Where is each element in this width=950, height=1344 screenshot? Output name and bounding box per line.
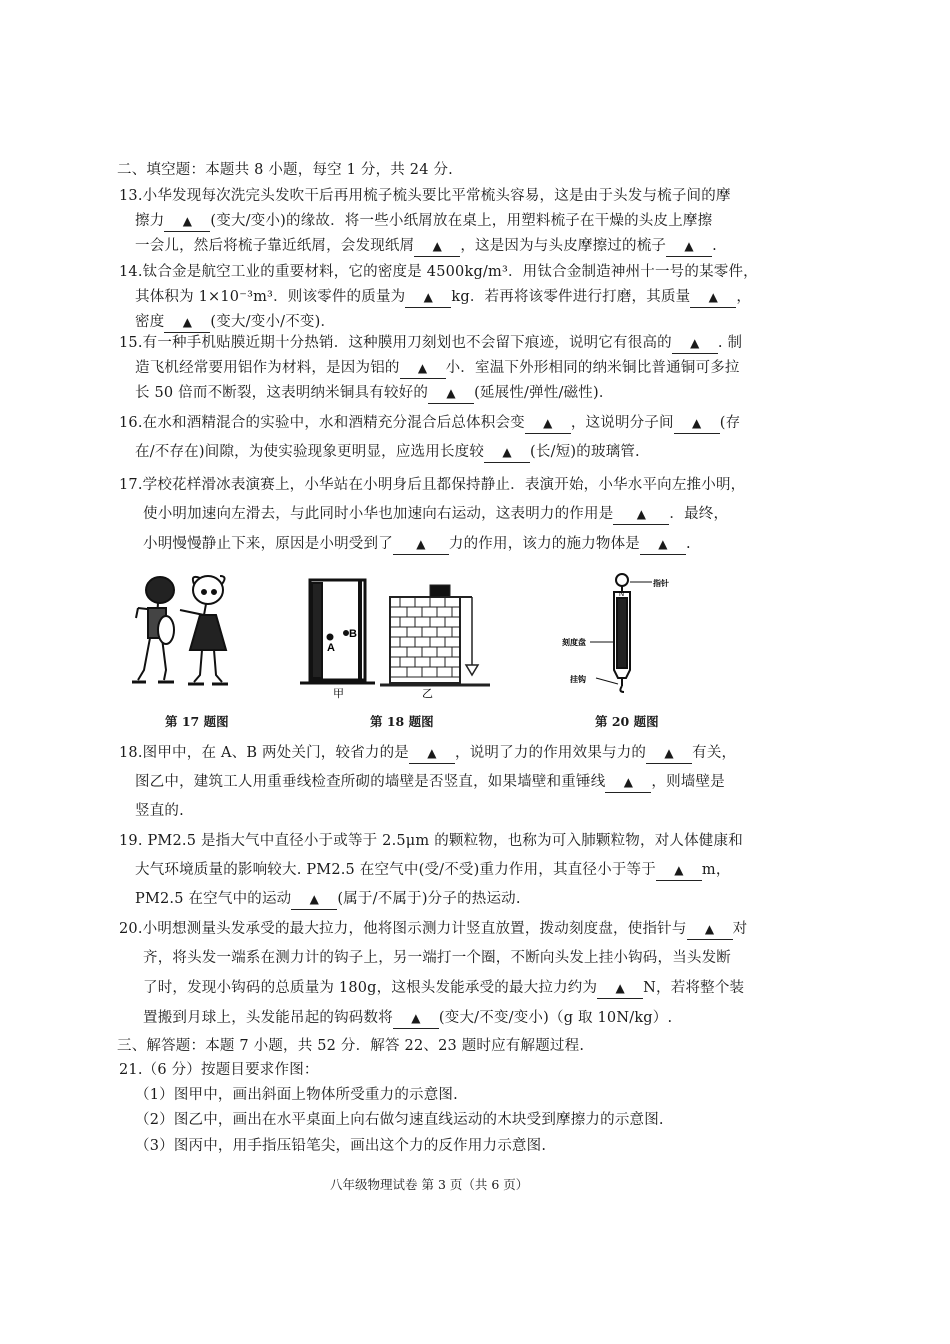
q13-line-1: 13.小华发现每次洗完头发吹干后再用梳子梳头要比平常梳头容易，这是由于头发与梳子间的摩 (119, 188, 731, 204)
q21-title: 21.（6 分）按题目要求作图： (119, 1062, 319, 1078)
q17-line-1: 17.学校花样滑冰表演赛上，小华站在小明身后且都保持静止．表演开始，小华水平向左推小明， (119, 477, 746, 493)
answer-blank[interactable]: ▲ (656, 860, 702, 881)
section-2-heading: 二、填空题：本题共 8 小题，每空 1 分，共 24 分. (117, 162, 453, 178)
figure-17-skaters (130, 570, 260, 695)
answer-blank[interactable]: ▲ (164, 211, 210, 232)
brick-wall (380, 585, 490, 685)
q21-sub-1: （1）图甲中，画出斜面上物体所受重力的示意图. (135, 1087, 458, 1103)
label-b: B (349, 628, 357, 640)
answer-blank[interactable]: ▲ (428, 383, 474, 404)
answer-blank[interactable]: ▲ (597, 978, 643, 999)
answer-blank[interactable]: ▲ (613, 504, 669, 525)
q20-line-4: 置搬到月球上，头发能吊起的钩码数将 ▲ (变大/不变/变小)（g 取 10N/kg）. (143, 1008, 672, 1029)
q19-line-2: 大气环境质量的影响较大. PM2.5 在空气中(受/不受)重力作用，其直径小于等于 ▲ m， (135, 860, 731, 881)
door-diagram (300, 580, 375, 683)
q13-line-2: 擦力 ▲ (变大/变小)的缘故．将一些小纸屑放在桌上，用塑料梳子在干燥的头皮上摩擦 (135, 211, 712, 232)
q15-line-1: 15.有一种手机贴膜近期十分热销．这种膜用刀刻划也不会留下痕迹，说明它有很高的 ▲ . 制 (119, 333, 742, 354)
label-scale: 刻度盘 (562, 638, 586, 647)
label-pointer: 指针 (653, 579, 669, 588)
q21-sub-3: （3）图丙中，用手指压铅笔尖，画出这个力的反作用力示意图. (135, 1138, 547, 1154)
q16-line-1: 16.在水和酒精混合的实验中，水和酒精充分混合后总体积会变 ▲ ，这说明分子间 ▲ (存 (119, 413, 740, 434)
answer-blank[interactable]: ▲ (400, 358, 446, 379)
q19-line-1: 19. PM2.5 是指大气中直径小于或等于 2.5μm 的颗粒物，也称为可入肺颗粒物，对人体健康和 (119, 833, 743, 849)
q19-line-3: PM2.5 在空气中的运动 ▲ (属于/不属于)分子的热运动. (135, 889, 521, 910)
label-hook: 挂钩 (570, 675, 586, 684)
q15-line-2: 造飞机经常要用铝作为材料，是因为铝的 ▲ 小．室温下外形相同的纳米铜比普通铜可多拉 (135, 358, 740, 379)
answer-blank[interactable]: ▲ (414, 236, 460, 257)
label-jia: 甲 (333, 688, 344, 700)
answer-blank[interactable]: ▲ (672, 333, 718, 354)
answer-blank[interactable]: ▲ (409, 743, 455, 764)
q17-line-2: 使小明加速向左滑去，与此同时小华也加速向右运动，这表明力的作用是 ▲ ．最终， (143, 504, 728, 525)
answer-blank[interactable]: ▲ (393, 1008, 439, 1029)
section-3-heading: 三、解答题：本题 7 小题，共 52 分．解答 22、23 题时应有解题过程. (117, 1038, 585, 1054)
q14-line-1: 14.钛合金是航空工业的重要材料，它的密度是 4500kg/m³．用钛合金制造神州十一号的某零件， (119, 264, 758, 280)
q14-line-2: 其体积为 1×10⁻³m³．则该零件的质量为 ▲ kg．若再将该零件进行打磨，其质量 ▲ ， (135, 287, 751, 308)
answer-blank[interactable]: ▲ (646, 743, 692, 764)
answer-blank[interactable]: ▲ (674, 413, 720, 434)
answer-blank[interactable]: ▲ (690, 287, 736, 308)
figure-20-spring-balance (560, 570, 680, 695)
q15-line-3: 长 50 倍而不断裂，这表明纳米铜具有较好的 ▲ (延展性/弹性/磁性)． (135, 383, 614, 404)
answer-blank[interactable]: ▲ (525, 413, 571, 434)
q17-line-3: 小明慢慢静止下来，原因是小明受到了 ▲ 力的作用，该力的施力物体是 ▲ . (143, 534, 691, 555)
label-a: A (327, 642, 335, 654)
q21-sub-2: （2）图乙中，画出在水平桌面上向右做匀速直线运动的木块受到摩擦力的示意图. (135, 1112, 664, 1128)
answer-blank[interactable]: ▲ (687, 919, 733, 940)
answer-blank[interactable]: ▲ (640, 534, 686, 555)
q14-line-3: 密度 ▲ (变大/变小/不变)． (135, 312, 335, 333)
caption-figure-18: 第 18 题图 (370, 714, 434, 729)
q20-line-2: 齐，将头发一端系在测力计的钩子上，另一端打一个圈，不断向头发上挂小钩码，当头发断 (143, 950, 731, 966)
q18-line-2: 图乙中，建筑工人用重垂线检查所砌的墙壁是否竖直，如果墙壁和重锤线 ▲ ，则墙壁是 (135, 772, 725, 793)
answer-blank[interactable]: ▲ (484, 442, 530, 463)
girl-figure (180, 576, 228, 684)
caption-figure-20: 第 20 题图 (595, 714, 659, 729)
q18-line-3: 竖直的. (135, 803, 184, 819)
figure-18-door-wall (300, 575, 495, 700)
answer-blank[interactable]: ▲ (291, 889, 337, 910)
label-n: N (619, 591, 625, 598)
q20-line-3: 了时，发现小钩码的总质量为 180g，这根头发能承受的最大拉力约为 ▲ N，若将整个装 (143, 978, 744, 999)
page-footer: 八年级物理试卷 第 3 页（共 6 页） (330, 1177, 529, 1192)
q13-line-3: 一会儿，然后将梳子靠近纸屑，会发现纸屑 ▲ ，这是因为与头皮摩擦过的梳子 ▲ . (135, 236, 717, 257)
answer-blank[interactable]: ▲ (605, 772, 651, 793)
caption-figure-17: 第 17 题图 (165, 714, 229, 729)
q18-line-1: 18.图甲中，在 A、B 两处关门，较省力的是 ▲ ，说明了力的作用效果与力的 ▲ 有关， (119, 743, 736, 764)
q20-line-1: 20.小明想测量头发承受的最大拉力，他将图示测力计竖直放置，拨动刻度盘，使指针与 ▲ 对 (119, 919, 747, 940)
answer-blank[interactable]: ▲ (393, 534, 449, 555)
boy-figure (132, 577, 174, 682)
q16-line-2: 在/不存在)间隙，为使实验现象更明显，应选用长度较 ▲ (长/短)的玻璃管. (135, 442, 640, 463)
answer-blank[interactable]: ▲ (164, 312, 210, 333)
answer-blank[interactable]: ▲ (405, 287, 451, 308)
answer-blank[interactable]: ▲ (666, 236, 712, 257)
label-yi: 乙 (422, 688, 433, 700)
